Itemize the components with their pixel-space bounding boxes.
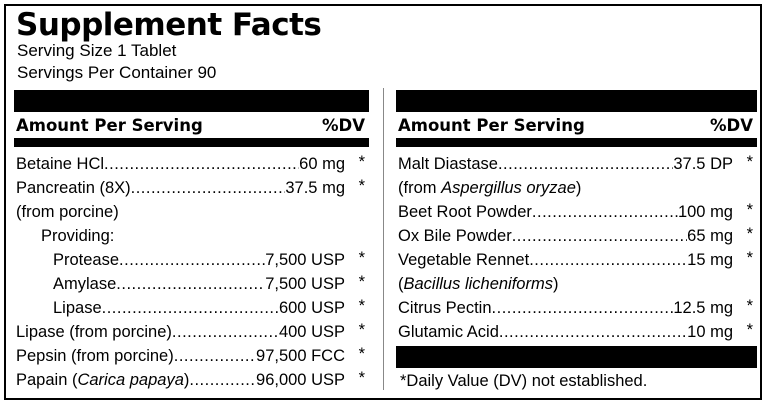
dv-value: * bbox=[358, 321, 365, 339]
dv-value: * bbox=[746, 153, 753, 171]
nutrient-name: Lipase (from porcine) bbox=[16, 323, 172, 341]
nutrient-row bbox=[14, 272, 369, 296]
dv-value: * bbox=[358, 369, 365, 387]
nutrient-amount: 12.5 mg bbox=[673, 299, 733, 317]
dv-heading: %DV bbox=[322, 116, 365, 135]
dv-value: * bbox=[358, 345, 365, 363]
column-divider bbox=[383, 88, 384, 390]
nutrient-name: Protease bbox=[53, 251, 120, 269]
nutrient-name: Glutamic Acid bbox=[398, 323, 499, 341]
servings-per-container: Servings Per Container 90 bbox=[17, 63, 217, 82]
nutrient-row bbox=[14, 344, 369, 368]
nutrient-name: Beet Root Powder bbox=[398, 203, 532, 221]
nutrient-name: Amylase bbox=[53, 275, 117, 293]
dv-value: * bbox=[358, 153, 365, 171]
nutrient-name: Pancreatin (8X) bbox=[16, 179, 131, 197]
nutrient-row bbox=[14, 368, 369, 392]
nutrient-row bbox=[14, 296, 369, 320]
column-header bbox=[396, 112, 757, 138]
dv-value: * bbox=[358, 273, 365, 291]
dv-value: * bbox=[746, 321, 753, 339]
supplement-facts-panel bbox=[4, 4, 762, 400]
header-rule bbox=[14, 138, 369, 147]
nutrient-amount: 600 USP bbox=[278, 299, 345, 317]
nutrient-name: Vegetable Rennet bbox=[398, 251, 530, 269]
nutrient-amount: 100 mg bbox=[677, 203, 733, 221]
left-column bbox=[14, 90, 369, 392]
dv-value: * bbox=[358, 297, 365, 315]
nutrient-amount: 97,500 FCC bbox=[256, 347, 345, 365]
header-rule bbox=[396, 138, 757, 147]
nutrient-name: Papain (Carica papaya) bbox=[16, 371, 190, 389]
dv-value: * bbox=[358, 249, 365, 267]
dv-value: * bbox=[746, 297, 753, 315]
nutrient-row bbox=[396, 320, 757, 344]
amount-per-serving-heading: Amount Per Serving bbox=[398, 116, 585, 135]
nutrient-name: Lipase bbox=[53, 299, 102, 317]
dv-value: * bbox=[746, 225, 753, 243]
nutrient-source-row bbox=[14, 200, 369, 224]
nutrient-row bbox=[14, 152, 369, 176]
nutrient-name: Malt Diastase bbox=[398, 155, 498, 173]
dv-heading: %DV bbox=[710, 116, 753, 135]
nutrient-row bbox=[396, 200, 757, 224]
header-bar bbox=[396, 90, 757, 112]
dv-value: * bbox=[746, 201, 753, 219]
header-bar bbox=[14, 90, 369, 112]
nutrient-amount: 10 mg bbox=[687, 323, 733, 341]
amount-per-serving-heading: Amount Per Serving bbox=[16, 116, 203, 135]
nutrient-amount: 96,000 USP bbox=[256, 371, 345, 389]
serving-size: Serving Size 1 Tablet bbox=[17, 41, 177, 60]
nutrient-row bbox=[14, 176, 369, 200]
nutrient-row bbox=[396, 224, 757, 248]
nutrient-row bbox=[396, 152, 757, 176]
nutrient-row bbox=[14, 248, 369, 272]
nutrient-amount: 7,500 USP bbox=[265, 251, 345, 269]
nutrient-amount: 15 mg bbox=[687, 251, 733, 269]
nutrient-name: Pepsin (from porcine) bbox=[16, 347, 174, 365]
nutrient-source: (Bacillus licheniforms) bbox=[398, 275, 559, 293]
providing-row bbox=[14, 224, 369, 248]
nutrient-name: Citrus Pectin bbox=[398, 299, 492, 317]
nutrient-amount: 7,500 USP bbox=[265, 275, 345, 293]
nutrient-row bbox=[14, 320, 369, 344]
right-column bbox=[396, 90, 757, 344]
nutrient-amount: 65 mg bbox=[687, 227, 733, 245]
footer-bar bbox=[396, 346, 757, 368]
nutrient-source: (from porcine) bbox=[16, 203, 119, 221]
nutrient-name: Betaine HCl bbox=[16, 155, 105, 173]
dv-value: * bbox=[746, 249, 753, 267]
providing-label: Providing: bbox=[41, 227, 115, 245]
nutrient-source: (from Aspergillus oryzae) bbox=[398, 179, 582, 197]
nutrient-amount: 37.5 DP bbox=[673, 155, 733, 173]
column-header bbox=[14, 112, 369, 138]
nutrient-row bbox=[396, 248, 757, 272]
nutrient-amount: 37.5 mg bbox=[285, 179, 345, 197]
nutrient-source-row bbox=[396, 272, 757, 296]
dv-value: * bbox=[358, 177, 365, 195]
footnote: *Daily Value (DV) not established. bbox=[400, 372, 648, 390]
nutrient-row bbox=[396, 296, 757, 320]
nutrient-source-row bbox=[396, 176, 757, 200]
panel-title: Supplement Facts bbox=[16, 7, 322, 43]
nutrient-amount: 60 mg bbox=[299, 155, 345, 173]
nutrient-amount: 400 USP bbox=[278, 323, 345, 341]
nutrient-name: Ox Bile Powder bbox=[398, 227, 512, 245]
